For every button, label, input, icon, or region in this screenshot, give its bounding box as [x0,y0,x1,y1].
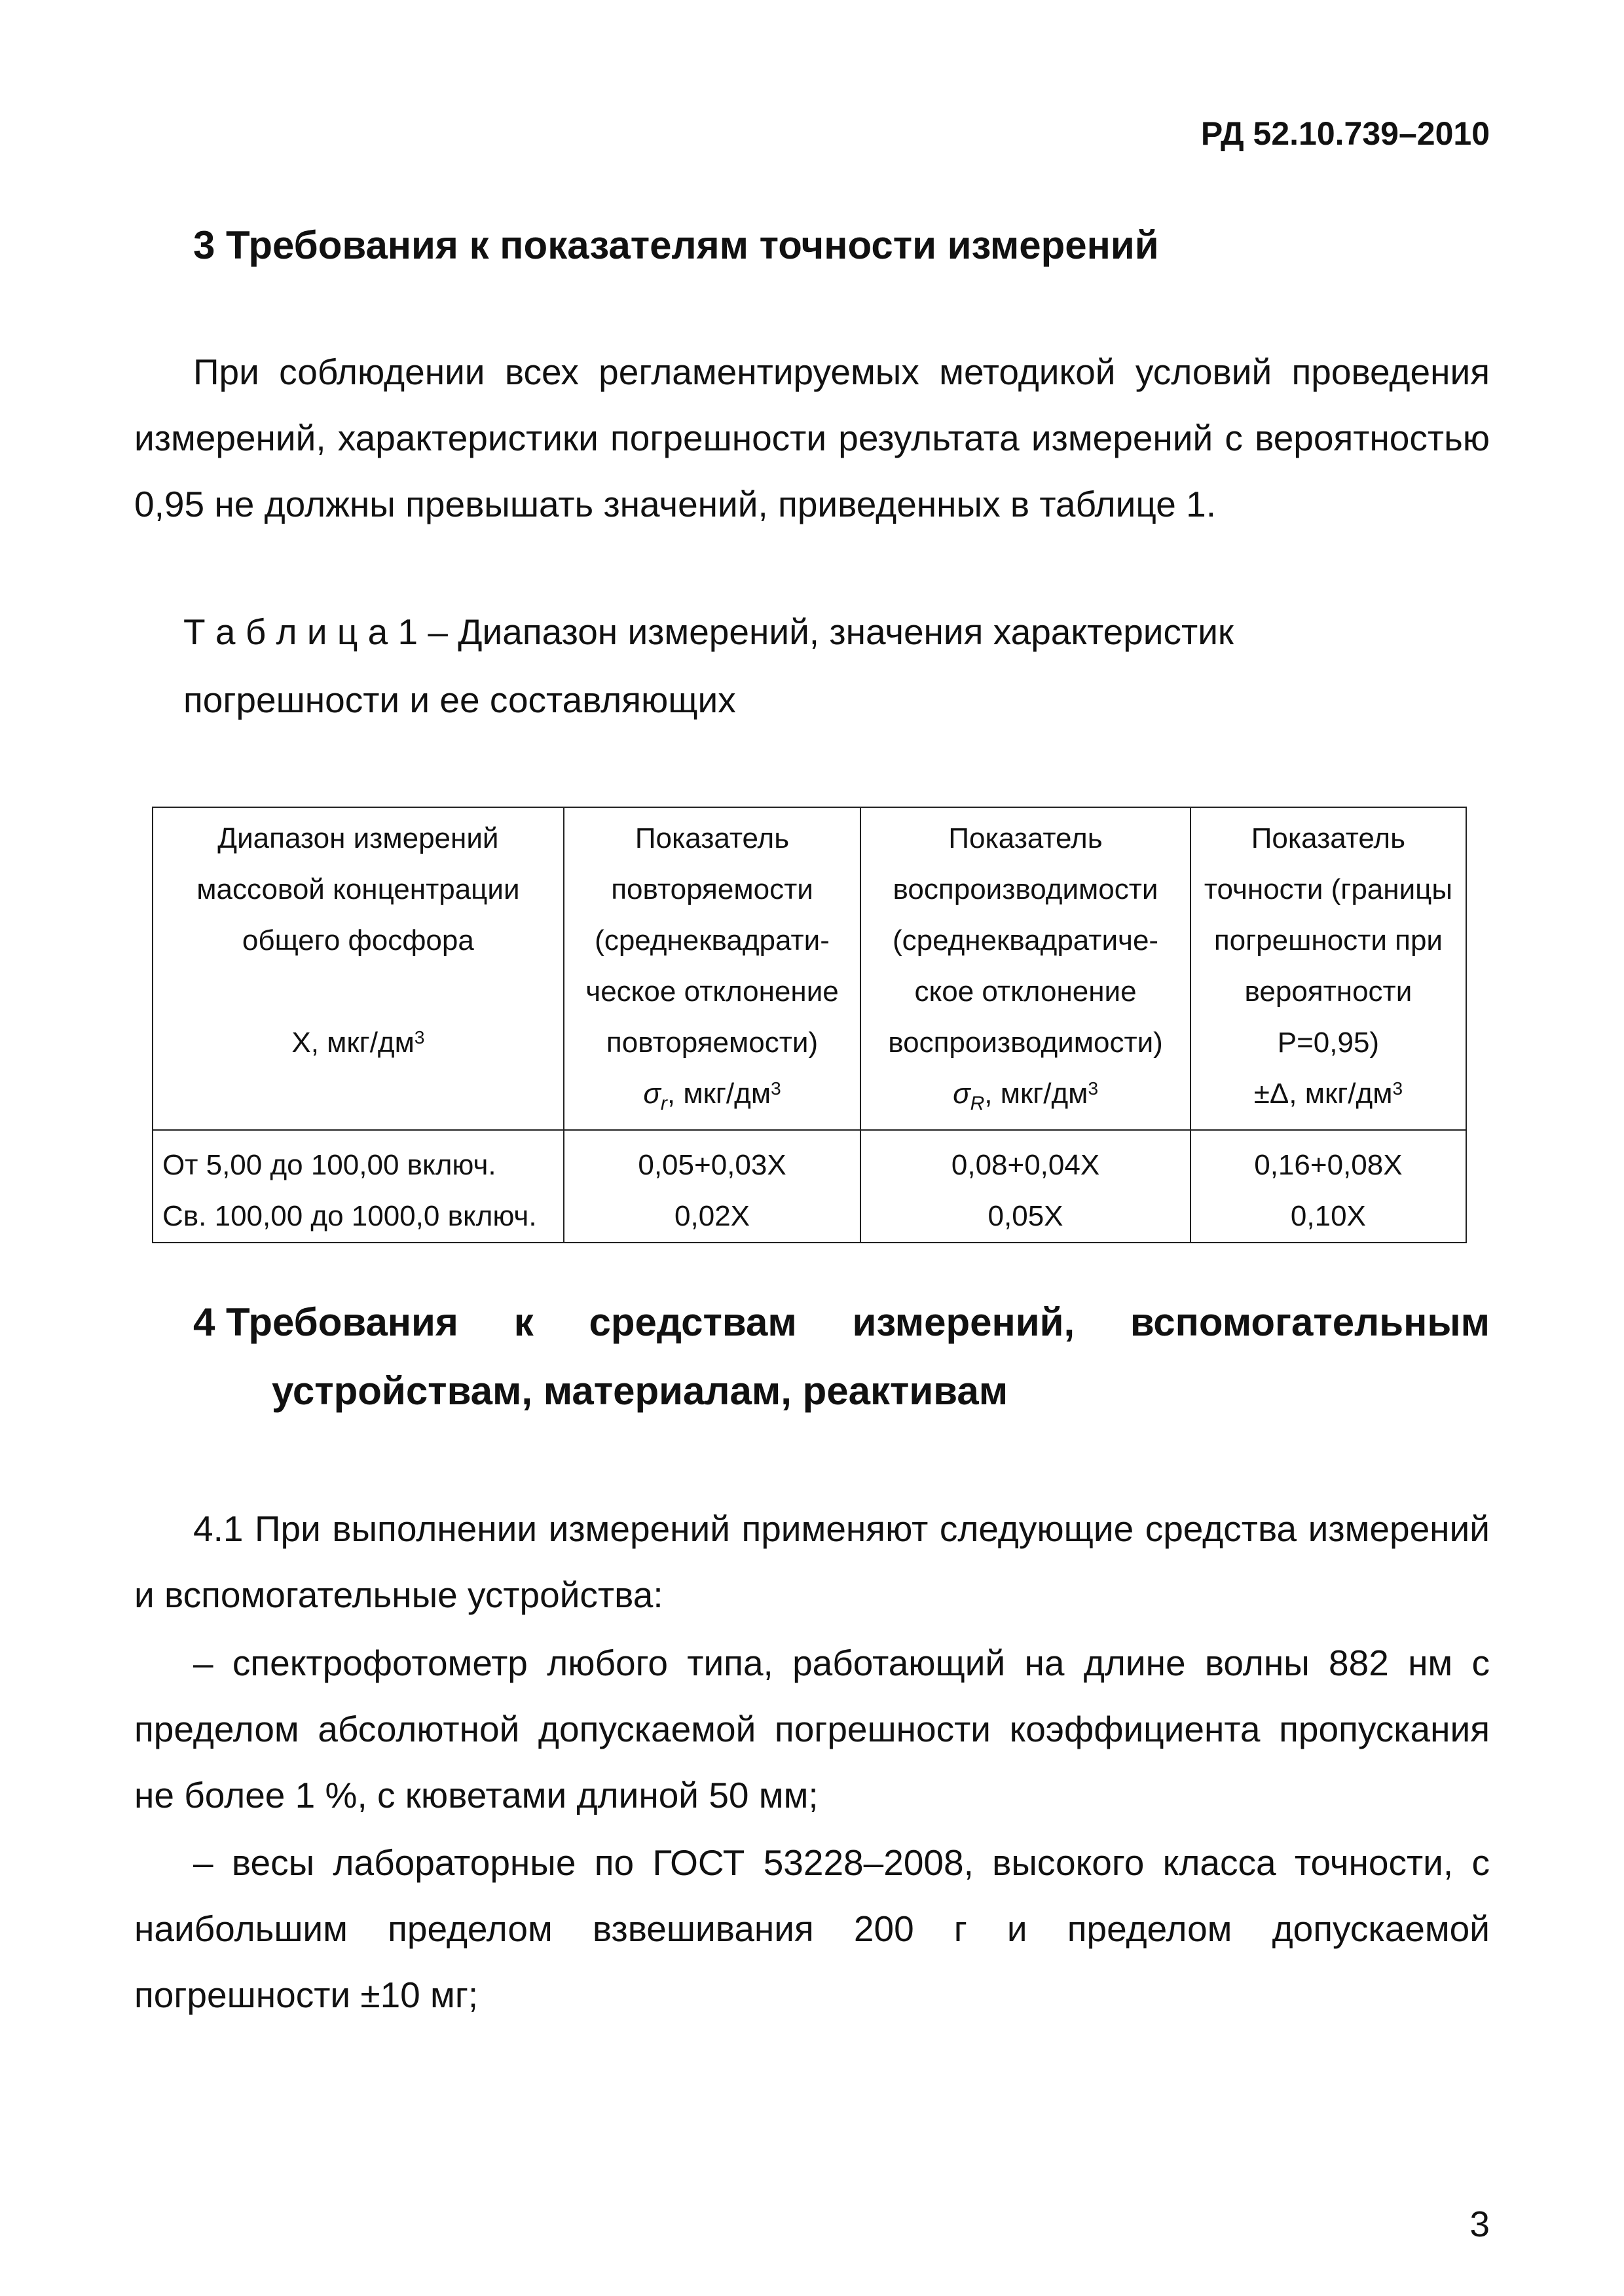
header-range-line: Диапазон измерений [217,822,499,854]
table-caption-line-2: погрешности и ее составляющих [183,680,736,720]
range-value: От 5,00 до 100,00 включ. [162,1148,496,1181]
table-row [153,1130,1466,1243]
header-accuracy-line: Показатель [1251,822,1406,854]
accuracy-cell [1190,1130,1466,1243]
section-3-title: 3 Требования к показателям точности измерений [193,223,1159,267]
range-value: Св. 100,00 до 1000,0 включ. [162,1199,537,1232]
paragraph-4-1: 4.1 При выполнении измерений применяют следующие средства измерений и вспомогательные устройства: [134,1508,1490,1615]
page-number: 3 [1469,2204,1490,2244]
list-item-scales: – весы лабораторные по ГОСТ 53228–2008, высокого класса точности, с наибольшим пределом взвешивания 200 г и пределом допускаемой погрешности ±10 мг; [134,1842,1490,2015]
header-repeatability-line: Показатель [635,822,790,854]
header-reproducibility-line: воспроизводимости [893,873,1158,905]
accuracy-value: 0,16+0,08X [1254,1148,1403,1181]
header-repeatability-line: ческое отклонение [585,975,839,1008]
header-range-unit: X, мкг/$дм^3$ [291,1027,425,1059]
header-reproducibility-line: (среднеквадратиче- [892,924,1159,957]
title-word: измерений, [852,1300,1075,1344]
header-reproducibility-line: воспроизводимости) [888,1027,1163,1059]
header-range-line: массовой концентрации [196,873,520,905]
header-accuracy-unit: ±Δ, мкг/$дм^3$ [1253,1078,1403,1110]
reproducibility-value: 0,08+0,04X [951,1148,1100,1181]
section-3-paragraph: При соблюдении всех регламентируемых методикой условий проведения измерений, характеристики погрешности результата измерений с вероятностью 0,95 не должны превышать значений, приведенных в таблице 1. [134,352,1490,524]
header-accuracy-line: погрешности при [1213,924,1443,957]
accuracy-value: 0,10X [1290,1199,1366,1232]
reproducibility-cell [860,1130,1190,1243]
title-word: 4 Требования [193,1300,458,1344]
title-word: средствам [589,1300,797,1344]
header-repeatability-line: повторяемости [611,873,813,905]
section-4-title-line-1 [193,1300,1490,1345]
title-word: к [513,1300,534,1344]
header-accuracy-line: вероятности [1244,975,1412,1008]
table-caption-line-1: Т а б л и ц а 1 – Диапазон измерений, значения характеристик [183,611,1234,652]
section-4-title-line-2: устройствам, материалам, реактивам [272,1369,1008,1413]
reproducibility-value: 0,05X [987,1199,1063,1232]
accuracy-table [152,807,1467,1243]
range-cell [153,1130,564,1243]
repeatability-cell [564,1130,860,1243]
repeatability-value: 0,02X [674,1199,750,1232]
header-range-line: общего фосфора [242,924,474,957]
header-repeatability-line: (среднеквадрати- [595,924,830,957]
header-accuracy-line: P=0,95) [1277,1027,1380,1059]
header-accuracy [1190,807,1466,1130]
header-repeatability [564,807,860,1130]
header-accuracy-line: точности (границы [1204,873,1452,905]
table-header-row [153,807,1466,1130]
header-reproducibility-unit: $\sigma_R$, мкг/$дм^3$ [953,1078,1099,1114]
document-code: РД 52.10.739–2010 [1200,115,1490,152]
header-range [153,807,564,1130]
repeatability-value: 0,05+0,03X [638,1148,786,1181]
header-reproducibility-line: ское отклонение [914,975,1137,1008]
list-item-spectrophotometer: – спектрофотометр любого типа, работающий на длине волны 882 нм с пределом абсолютной допускаемой погрешности коэффициента пропускания не более 1 %, с кюветами длиной 50 мм; [134,1643,1490,1815]
header-reproducibility-line: Показатель [948,822,1103,854]
header-reproducibility [860,807,1190,1130]
header-repeatability-unit: $\sigma_r$, мкг/$дм^3$ [643,1078,781,1114]
header-repeatability-line: повторяемости) [606,1027,819,1059]
title-word: вспомогательным [1130,1300,1490,1344]
